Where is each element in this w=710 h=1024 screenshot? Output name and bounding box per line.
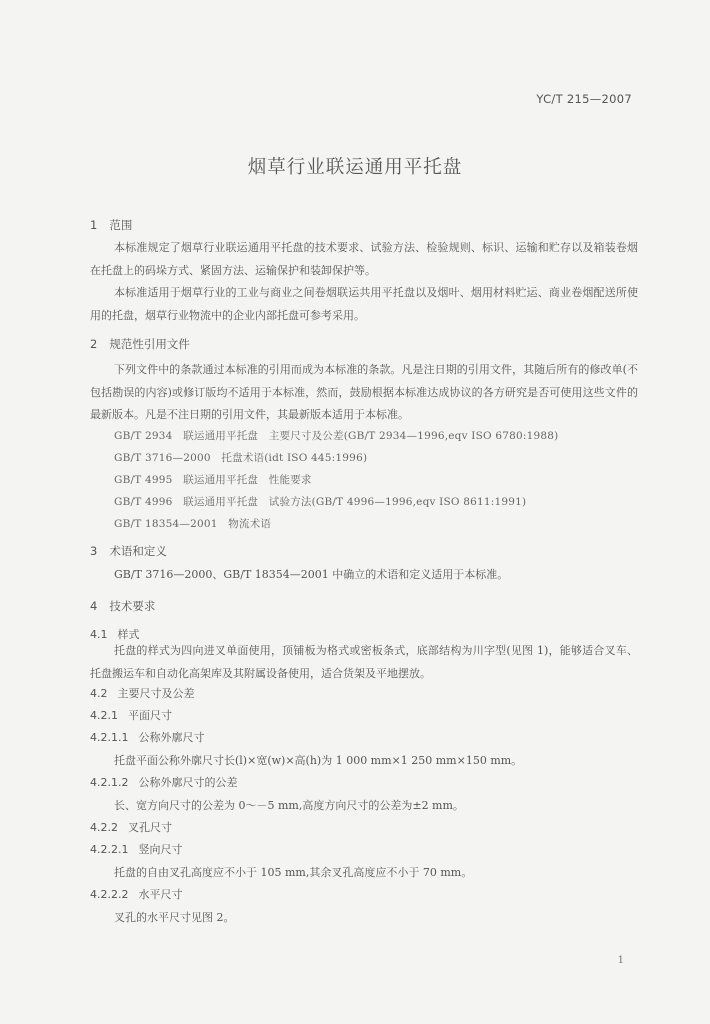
clause-4-2-1-1-text: 托盘平面公称外廓尺寸长(l)×宽(w)×高(h)为 1 000 mm×1 250 mm×150 mm。 — [114, 754, 523, 767]
clause-4-2-2-2-heading — [90, 886, 182, 902]
clause-4-2-1-1-heading — [90, 729, 204, 745]
clause-4-2-2-heading — [90, 819, 172, 835]
clause-4-1-paragraph: 托盘的样式为四向进叉单面使用，顶铺板为格式或密板条式，底部结构为川字型(见图 1)，能够适合叉车、托盘搬运车和自动化高架库及其附属设备使用，适合货架及平地摆放。 — [90, 644, 638, 680]
standard-code: YC/T 215—2007 — [536, 92, 632, 106]
section-3-heading — [90, 543, 167, 559]
clause-number: 4.1 — [90, 628, 108, 641]
reference-item: GB/T 2934 联运通用平托盘 主要尺寸及公差(GB/T 2934—1996,eqv ISO 6780:1988) — [114, 430, 559, 442]
clause-number: 4.2.2 — [90, 821, 118, 834]
clause-number: 4.2.2.2 — [90, 888, 129, 901]
section-1-heading — [90, 217, 132, 233]
clause-title: 样式 — [117, 628, 140, 641]
section-number: 3 — [90, 544, 98, 558]
page-number: 1 — [617, 955, 624, 966]
section-title: 规范性引用文件 — [109, 337, 190, 351]
clause-4-2-heading — [90, 685, 195, 701]
section-title: 技术要求 — [109, 599, 156, 613]
section-1-paragraph-1: 本标准规定了烟草行业联运通用平托盘的技术要求、试验方法、检验规则、标识、运输和贮存以及箱装卷烟在托盘上的码垛方式、紧固方法、运输保护和装卸保护等。 — [90, 241, 638, 277]
section-2-heading — [90, 336, 190, 352]
clause-4-2-1-heading — [90, 707, 172, 723]
clause-number: 4.2.1.1 — [90, 731, 129, 744]
reference-item: GB/T 4995 联运通用平托盘 性能要求 — [114, 474, 312, 486]
clause-title: 平面尺寸 — [128, 709, 172, 722]
clause-title: 公称外廓尺寸 — [138, 731, 205, 744]
section-2-paragraph: 下列文件中的条款通过本标准的引用而成为本标准的条款。凡是注日期的引用文件，其随后所有的修改单(不包括勘误的内容)或修订版均不适用于本标准，然而，鼓励根据本标准达成协议的各方研究是否可使用这些文件的最新版本。凡是不注日期的引用文件，其最新版本适用于本标准。 — [90, 363, 638, 421]
clause-title: 水平尺寸 — [138, 888, 183, 901]
clause-title: 公称外廓尺寸的公差 — [138, 776, 238, 789]
clause-number: 4.2.1 — [90, 709, 118, 722]
reference-item: GB/T 18354—2001 物流术语 — [114, 518, 272, 530]
clause-number: 4.2.2.1 — [90, 843, 129, 856]
clause-4-2-1-2-heading — [90, 774, 237, 790]
section-number: 2 — [90, 337, 98, 351]
section-title: 术语和定义 — [109, 544, 167, 558]
clause-4-2-2-1-text: 托盘的自由叉孔高度应不小于 105 mm,其余叉孔高度应不小于 70 mm。 — [114, 866, 473, 879]
clause-number: 4.2.1.2 — [90, 776, 129, 789]
clause-4-2-2-2-text: 叉孔的水平尺寸见图 2。 — [114, 911, 235, 924]
clause-title: 主要尺寸及公差 — [117, 687, 195, 700]
clause-4-2-1-2-text: 长、宽方向尺寸的公差为 0～－5 mm,高度方向尺寸的公差为±2 mm。 — [114, 799, 464, 812]
section-number: 1 — [90, 218, 98, 232]
clause-4-2-2-1-heading — [90, 841, 182, 857]
section-1-paragraph-2: 本标准适用于烟草行业的工业与商业之间卷烟联运共用平托盘以及烟叶、烟用材料贮运、商业卷烟配送所使用的托盘，烟草行业物流中的企业内部托盘可参考采用。 — [90, 286, 638, 322]
clause-number: 4.2 — [90, 687, 108, 700]
section-3-text: GB/T 3716—2000、GB/T 18354—2001 中确立的术语和定义适用于本标准。 — [114, 568, 509, 581]
clause-title: 叉孔尺寸 — [128, 821, 172, 834]
document-title: 烟草行业联运通用平托盘 — [247, 157, 463, 178]
section-number: 4 — [90, 599, 98, 613]
reference-item: GB/T 3716—2000 托盘术语(idt ISO 445:1996) — [114, 452, 368, 464]
section-title: 范围 — [109, 218, 133, 232]
clause-title: 竖向尺寸 — [138, 843, 183, 856]
reference-item: GB/T 4996 联运通用平托盘 试验方法(GB/T 4996—1996,eqv ISO 8611:1991) — [114, 496, 527, 508]
section-4-heading — [90, 598, 155, 614]
